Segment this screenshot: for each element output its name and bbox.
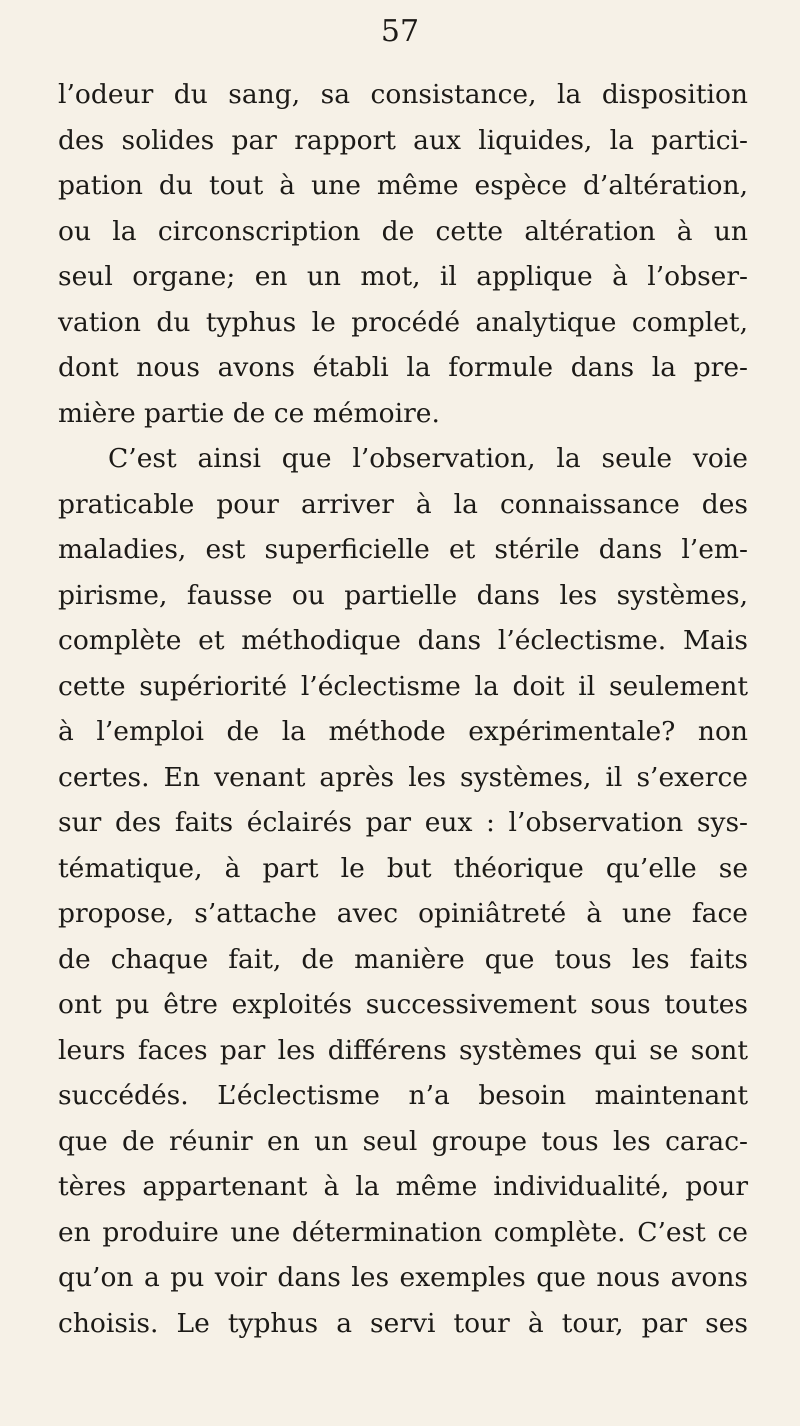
text-line: cette supériorité l’éclectisme la doit il seulement bbox=[58, 670, 748, 702]
text-line: leurs faces par les différens systèmes qui se sont bbox=[58, 1034, 748, 1066]
page-number: 57 bbox=[380, 14, 420, 49]
text-line: tématique, à part le but théorique qu’elle se bbox=[58, 852, 748, 884]
text-line: vation du typhus le procédé analytique complet, bbox=[58, 306, 748, 338]
text-line: maladies, est superficielle et stérile dans l’em- bbox=[58, 534, 748, 565]
text-line: pirisme, fausse ou partielle dans les systèmes, bbox=[58, 579, 748, 611]
text-line: l’odeur du sang, sa consistance, la disposition bbox=[58, 79, 748, 110]
text-line: complète et méthodique dans l’éclectisme. Mais bbox=[58, 625, 748, 656]
text-line: qu’on a pu voir dans les exemples que nous avons bbox=[58, 1262, 748, 1293]
text-line: sur des faits éclairés par eux : l’observation sys- bbox=[58, 807, 748, 838]
text-line: en produire une détermination complète. C’est ce bbox=[58, 1216, 748, 1248]
text-line: seul organe; en un mot, il applique à l’obser- bbox=[58, 261, 748, 292]
text-line: ou la circonscription de cette altération à un bbox=[58, 215, 748, 247]
text-line: dont nous avons établi la formule dans la pre- bbox=[58, 352, 748, 383]
text-line: succédés. L’éclectisme n’a besoin maintenant bbox=[58, 1080, 748, 1111]
text-line: à l’emploi de la méthode expérimentale? non bbox=[58, 716, 748, 747]
text-line: propose, s’attache avec opiniâtreté à une face bbox=[58, 898, 748, 929]
text-line: C’est ainsi que l’observation, la seule voie bbox=[108, 443, 748, 474]
text-line: praticable pour arriver à la connaissance des bbox=[58, 488, 748, 520]
text-line: certes. En venant après les systèmes, il s’exerce bbox=[58, 761, 748, 793]
text-line: de chaque fait, de manière que tous les faits bbox=[58, 943, 748, 975]
text-line: que de réunir en un seul groupe tous les carac- bbox=[58, 1125, 748, 1157]
text-line: choisis. Le typhus a servi tour à tour, par ses bbox=[58, 1307, 748, 1339]
text-line: ont pu être exploités successivement sous toutes bbox=[58, 989, 748, 1020]
body-text bbox=[58, 72, 748, 1346]
text-line: mière partie de ce mémoire. bbox=[58, 397, 440, 429]
text-line: tères appartenant à la même individualité, pour bbox=[58, 1171, 748, 1202]
text-line: des solides par rapport aux liquides, la partici- bbox=[58, 124, 748, 156]
text-line: pation du tout à une même espèce d’altération, bbox=[58, 170, 748, 201]
